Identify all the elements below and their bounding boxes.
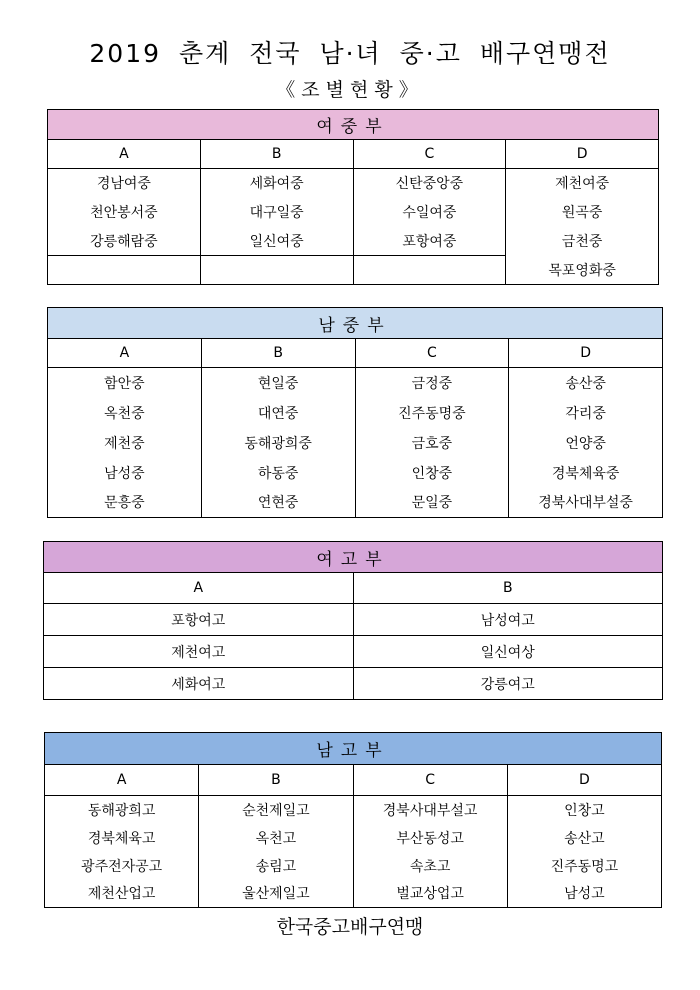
- organizer-footer: 한국중고배구연맹: [276, 916, 424, 938]
- team-cell: 일신여상: [353, 636, 663, 668]
- team-cell: 경북체육고: [45, 824, 199, 852]
- team-cell: 강릉해람중: [48, 227, 201, 256]
- team-cell: 동해광희고: [45, 796, 199, 824]
- team-cell: 대연중: [201, 398, 355, 428]
- table-row: [48, 428, 663, 458]
- team-cell: 목포영화중: [506, 256, 659, 285]
- column-header-b: B: [199, 765, 353, 796]
- team-cell: 송산중: [509, 368, 663, 398]
- team-cell: 옥천중: [48, 398, 202, 428]
- team-cell: 함안중: [48, 368, 202, 398]
- team-cell: 동해광희중: [201, 428, 355, 458]
- team-cell: 금호중: [355, 428, 509, 458]
- group-header-girls-middle: 여중부: [48, 110, 659, 140]
- table-row: [48, 458, 663, 488]
- table-row: [48, 368, 663, 398]
- team-cell: 신탄중앙중: [353, 169, 506, 198]
- table-row: [48, 398, 663, 428]
- team-cell: 연현중: [201, 488, 355, 518]
- team-cell: 각리중: [509, 398, 663, 428]
- table-row: [48, 227, 659, 256]
- team-cell: 남성여고: [353, 604, 663, 636]
- team-cell: 광주전자공고: [45, 852, 199, 880]
- table-row: [48, 256, 659, 285]
- team-cell: 순천제일고: [199, 796, 353, 824]
- group-header-boys-high: 남고부: [45, 733, 662, 765]
- team-cell: 진주동명고: [507, 852, 661, 880]
- team-cell: 금천중: [506, 227, 659, 256]
- column-header-a: A: [45, 765, 199, 796]
- column-header-b: B: [200, 140, 353, 169]
- team-cell: 경북체육중: [509, 458, 663, 488]
- team-cell: 문흥중: [48, 488, 202, 518]
- column-header-d: D: [506, 140, 659, 169]
- group-table-girls-high: [43, 541, 663, 700]
- table-row: [44, 668, 663, 700]
- column-header-c: C: [355, 339, 509, 368]
- team-cell: 제천중: [48, 428, 202, 458]
- team-cell: 인창고: [507, 796, 661, 824]
- column-header-a: A: [44, 573, 354, 604]
- group-table-girls-middle: [47, 109, 659, 285]
- team-cell: 제천여고: [44, 636, 354, 668]
- table-row: [48, 169, 659, 198]
- team-cell: 세화여중: [200, 169, 353, 198]
- team-cell: [200, 256, 353, 285]
- group-table-boys-high: [44, 732, 662, 908]
- team-cell: 벌교상업고: [353, 880, 507, 908]
- team-cell: [353, 256, 506, 285]
- team-cell: 일신여중: [200, 227, 353, 256]
- column-header-b: B: [353, 573, 663, 604]
- column-header-d: D: [509, 339, 663, 368]
- team-cell: 경북사대부설고: [353, 796, 507, 824]
- team-cell: 남성중: [48, 458, 202, 488]
- group-header-boys-middle: 남중부: [48, 308, 663, 339]
- column-header-c: C: [353, 765, 507, 796]
- team-cell: [48, 256, 201, 285]
- team-cell: 강릉여고: [353, 668, 663, 700]
- team-cell: 언양중: [509, 428, 663, 458]
- team-cell: 금정중: [355, 368, 509, 398]
- team-cell: 송림고: [199, 852, 353, 880]
- page-subtitle: 《조별현황》: [276, 79, 424, 101]
- column-header-c: C: [353, 140, 506, 169]
- table-row: [44, 604, 663, 636]
- table-row: [48, 488, 663, 518]
- column-header-b: B: [201, 339, 355, 368]
- group-header-girls-high: 여고부: [44, 542, 663, 573]
- table-row: [45, 824, 662, 852]
- team-cell: 속초고: [353, 852, 507, 880]
- team-cell: 현일중: [201, 368, 355, 398]
- team-cell: 하동중: [201, 458, 355, 488]
- column-header-d: D: [507, 765, 661, 796]
- team-cell: 대구일중: [200, 198, 353, 227]
- page-title: 2019 춘계 전국 남·녀 중·고 배구연맹전: [89, 39, 611, 68]
- team-cell: 천안봉서중: [48, 198, 201, 227]
- group-table-boys-middle: [47, 307, 663, 518]
- team-cell: 옥천고: [199, 824, 353, 852]
- team-cell: 경남여중: [48, 169, 201, 198]
- team-cell: 인창중: [355, 458, 509, 488]
- table-row: [48, 198, 659, 227]
- team-cell: 울산제일고: [199, 880, 353, 908]
- team-cell: 문일중: [355, 488, 509, 518]
- team-cell: 포항여고: [44, 604, 354, 636]
- table-row: [44, 636, 663, 668]
- team-cell: 경북사대부설중: [509, 488, 663, 518]
- team-cell: 송산고: [507, 824, 661, 852]
- team-cell: 제천산업고: [45, 880, 199, 908]
- team-cell: 남성고: [507, 880, 661, 908]
- team-cell: 세화여고: [44, 668, 354, 700]
- team-cell: 부산동성고: [353, 824, 507, 852]
- table-row: [45, 852, 662, 880]
- table-row: [45, 796, 662, 824]
- team-cell: 제천여중: [506, 169, 659, 198]
- column-header-a: A: [48, 339, 202, 368]
- table-row: [45, 880, 662, 908]
- team-cell: 원곡중: [506, 198, 659, 227]
- team-cell: 수일여중: [353, 198, 506, 227]
- team-cell: 진주동명중: [355, 398, 509, 428]
- column-header-a: A: [48, 140, 201, 169]
- team-cell: 포항여중: [353, 227, 506, 256]
